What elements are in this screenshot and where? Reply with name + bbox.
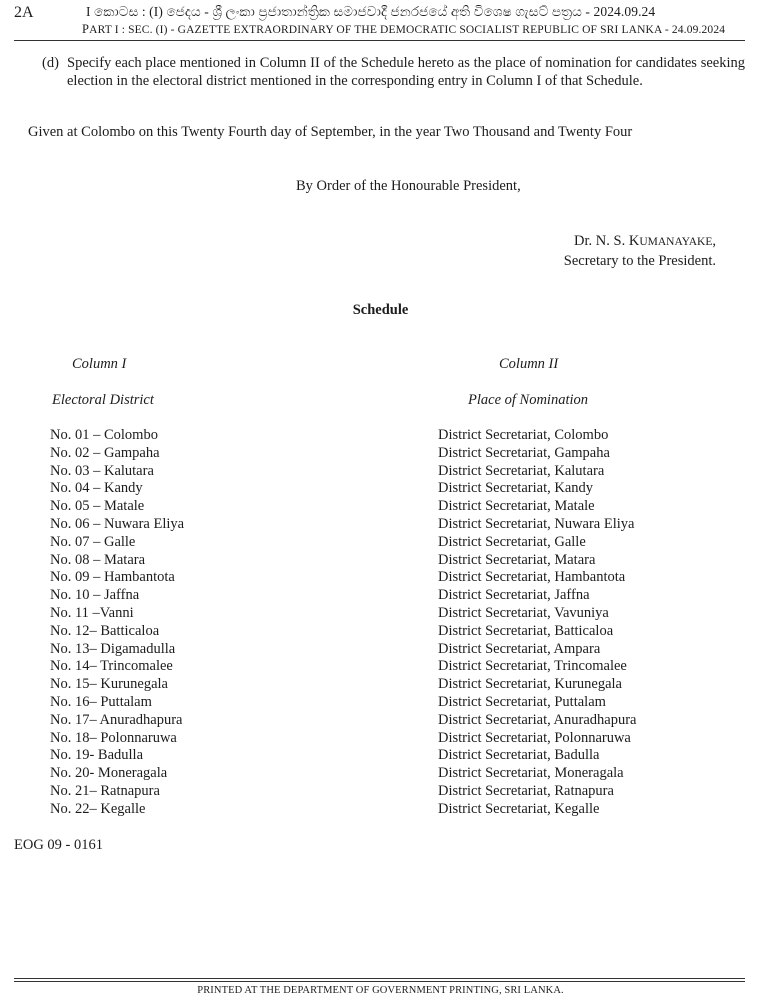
electoral-district-item: No. 04 – Kandy — [50, 480, 143, 497]
nomination-place-item: District Secretariat, Moneragala — [438, 765, 624, 782]
electoral-district-item: No. 14– Trincomalee — [50, 658, 173, 675]
column1-heading: Column I — [72, 356, 127, 372]
page-number: 2A — [14, 4, 34, 21]
gazette-header-sinhala: I කොටස : (I) ජෙදය - ශ්‍රී ලංකා ප්‍රජාතාන්ත්‍රික සමාජවාදී ජනරජයේ අති විශෙෂ ගැසට් පත්‍රය - 2024.09.24 — [86, 4, 656, 19]
header-rule — [14, 40, 745, 41]
clause-label: (d) — [42, 55, 59, 71]
nomination-place-item: District Secretariat, Puttalam — [438, 693, 606, 710]
nomination-place-item: District Secretariat, Batticaloa — [438, 622, 614, 639]
electoral-district-item: No. 18– Polonnaruwa — [50, 729, 177, 746]
column2-subheading: Place of Nomination — [468, 392, 589, 408]
nomination-place-item: District Secretariat, Kurunegala — [438, 676, 622, 693]
nomination-place-item: District Secretariat, Galle — [438, 533, 586, 550]
electoral-district-list — [50, 427, 184, 819]
gazette-header-english: PART I : SEC. (I) - GAZETTE EXTRAORDINARY OF THE DEMOCRATIC SOCIALIST REPUBLIC OF SRI LANKA - 24.09.2024 — [82, 22, 726, 36]
footer-rule-bottom — [14, 981, 745, 982]
electoral-district-item: No. 03 – Kalutara — [50, 462, 154, 479]
signature-block — [564, 232, 716, 271]
footer-rule-top — [14, 978, 745, 979]
given-at-line: Given at Colombo on this Twenty Fourth day of September, in the year Two Thousand and Twenty Four — [28, 124, 633, 140]
nomination-place-item: District Secretariat, Matara — [438, 551, 596, 568]
nomination-place-item: District Secretariat, Hambantota — [438, 569, 626, 586]
signatory-name: Dr. N. S. KUMANAYAKE, — [574, 233, 716, 249]
electoral-district-item: No. 13– Digamadulla — [50, 640, 176, 657]
electoral-district-item: No. 22– Kegalle — [50, 800, 146, 817]
nomination-place-item: District Secretariat, Anuradhapura — [438, 711, 637, 728]
clause-text: Specify each place mentioned in Column II of the Schedule hereto as the place of nomination for candidates seeking election in the electoral district mentioned in the corresponding entry in Column I of that Schedule. — [67, 55, 745, 89]
electoral-district-item: No. 21– Ratnapura — [50, 782, 160, 799]
electoral-district-item: No. 17– Anuradhapura — [50, 711, 183, 728]
nomination-place-item: District Secretariat, Trincomalee — [438, 658, 627, 675]
electoral-district-item: No. 08 – Matara — [50, 551, 146, 568]
reference-code: EOG 09 - 0161 — [14, 837, 104, 853]
electoral-district-item: No. 15– Kurunegala — [50, 676, 168, 693]
nomination-place-item: District Secretariat, Matale — [438, 498, 595, 515]
nomination-place-item: District Secretariat, Jaffna — [438, 587, 590, 604]
nomination-place-item: District Secretariat, Vavuniya — [438, 604, 609, 621]
nomination-place-item: District Secretariat, Kegalle — [438, 800, 600, 817]
electoral-district-item: No. 12– Batticaloa — [50, 622, 160, 639]
nomination-place-item: District Secretariat, Ampara — [438, 640, 601, 657]
electoral-district-item: No. 09 – Hambantota — [50, 569, 175, 586]
nomination-place-item: District Secretariat, Polonnaruwa — [438, 729, 631, 746]
electoral-district-item: No. 19- Badulla — [50, 747, 144, 764]
nomination-place-item: District Secretariat, Gampaha — [438, 444, 610, 461]
electoral-district-item: No. 16– Puttalam — [50, 693, 152, 710]
electoral-district-item: No. 01 – Colombo — [50, 427, 158, 443]
electoral-district-item: No. 02 – Gampaha — [50, 444, 160, 461]
electoral-district-item: No. 10 – Jaffna — [50, 587, 140, 604]
nomination-place-item: District Secretariat, Colombo — [438, 427, 609, 443]
schedule-title: Schedule — [352, 302, 409, 318]
electoral-district-item: No. 11 –Vanni — [50, 604, 134, 621]
clause-d — [42, 54, 745, 90]
nomination-place-item: District Secretariat, Kalutara — [438, 462, 605, 479]
printer-footer: PRINTED AT THE DEPARTMENT OF GOVERNMENT PRINTING, SRI LANKA. — [197, 985, 564, 996]
electoral-district-item: No. 07 – Galle — [50, 533, 136, 550]
by-order-line: By Order of the Honourable President, — [296, 178, 521, 194]
nomination-place-item: District Secretariat, Badulla — [438, 747, 600, 764]
nomination-place-item: District Secretariat, Kandy — [438, 480, 594, 497]
nomination-place-item: District Secretariat, Nuwara Eliya — [438, 515, 635, 532]
electoral-district-item: No. 06 – Nuwara Eliya — [50, 515, 185, 532]
nomination-place-item: District Secretariat, Ratnapura — [438, 782, 614, 799]
electoral-district-item: No. 20- Moneragala — [50, 765, 168, 782]
column2-heading: Column II — [499, 356, 559, 372]
nomination-place-list — [438, 427, 637, 819]
electoral-district-item: No. 05 – Matale — [50, 498, 145, 515]
column1-subheading: Electoral District — [52, 392, 154, 408]
signatory-title: Secretary to the President. — [563, 253, 716, 269]
